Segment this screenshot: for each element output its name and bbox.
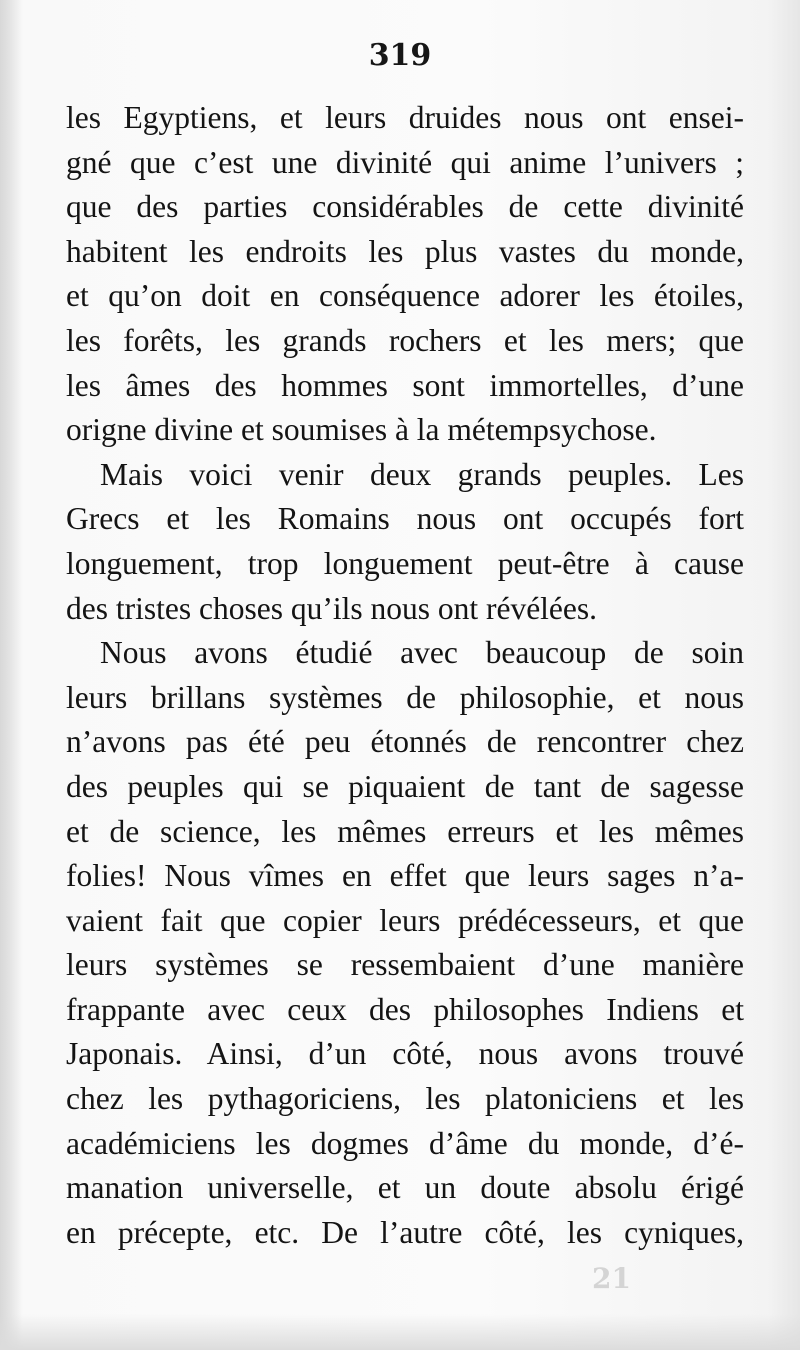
text-line: gné que c’est une divinité qui anime l’univers ;: [66, 144, 744, 180]
text-line: vaient fait que copier leurs prédécesseurs, et que: [66, 902, 744, 938]
body-text: [66, 96, 744, 1255]
text-line: Japonais. Ainsi, d’un côté, nous avons trouvé: [66, 1036, 744, 1072]
text-line: que des parties considérables de cette divinité: [66, 189, 744, 225]
text-line: les âmes des hommes sont immortelles, d’une: [66, 367, 744, 403]
text-line: manation universelle, et un doute absolu érigé: [66, 1170, 744, 1206]
text-line: habitent les endroits les plus vastes du monde,: [66, 233, 744, 269]
page-number: 319: [368, 38, 432, 73]
text-line: origne divine et soumises à la métempsychose.: [66, 412, 657, 448]
gutter-shadow: [0, 0, 22, 1350]
text-line: des peuples qui se piquaient de tant de sagesse: [66, 768, 744, 804]
text-line: les forêts, les grands rochers et les mers; que: [66, 322, 744, 358]
text-line: les Egyptiens, et leurs druides nous ont ensei-: [66, 100, 744, 135]
text-line: frappante avec ceux des philosophes Indiens et: [66, 991, 744, 1027]
text-line: académiciens les dogmes d’âme du monde, d’é-: [66, 1125, 744, 1161]
text-line: et de science, les mêmes erreurs et les mêmes: [66, 813, 744, 849]
text-line: en précepte, etc. De l’autre côté, les cyniques,: [66, 1214, 744, 1250]
text-line: folies! Nous vîmes en effet que leurs sages n’a-: [66, 858, 744, 894]
bottom-edge-shadow: [0, 1314, 800, 1350]
text-line: chez les pythagoriciens, les platoniciens et les: [66, 1081, 744, 1117]
text-line: leurs brillans systèmes de philosophie, et nous: [66, 679, 744, 715]
text-line: leurs systèmes se ressembaient d’une manière: [66, 947, 744, 983]
bleed-through-mark: 21: [592, 1262, 631, 1295]
text-line: Nous avons étudié avec beaucoup de soin: [100, 635, 744, 671]
text-line: Grecs et les Romains nous ont occupés fort: [66, 501, 744, 537]
text-line: des tristes choses qu’ils nous ont révélées.: [66, 590, 598, 626]
text-line: Mais voici venir deux grands peuples. Les: [100, 456, 744, 492]
text-line: longuement, trop longuement peut-être à cause: [66, 545, 744, 581]
text-line: n’avons pas été peu étonnés de rencontrer chez: [66, 724, 744, 760]
text-line: et qu’on doit en conséquence adorer les étoiles,: [66, 278, 744, 314]
